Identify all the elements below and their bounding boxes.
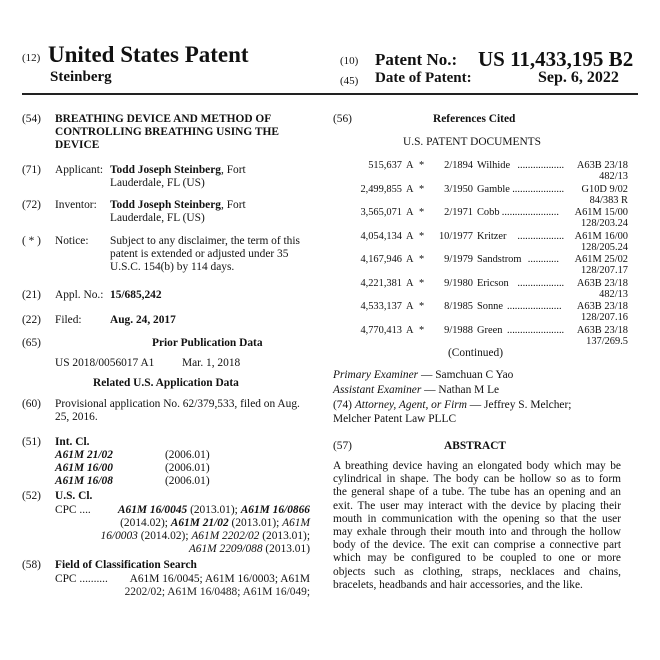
ref-star: * xyxy=(419,254,425,265)
ref-name: Gamble xyxy=(477,183,510,195)
related-heading: Related U.S. Application Data xyxy=(93,377,239,389)
cpc-line-3: 16/0003 (2014.02); A61M 2202/02 (2013.01); xyxy=(100,530,310,542)
intcl-code: (51) xyxy=(22,436,41,448)
continued: (Continued) xyxy=(448,347,504,359)
filed-date: Aug. 24, 2017 xyxy=(110,314,176,326)
refs-heading: References Cited xyxy=(433,113,516,125)
attorney: (74) Attorney, Agent, or Firm — Jeffrey S. Melcher; xyxy=(333,399,572,411)
prov-code: (60) xyxy=(22,398,41,410)
ref-date: 8/1985 xyxy=(444,301,473,312)
ref-cls: G10D 9/02 xyxy=(581,183,628,195)
abstract-line: the general shape of a tube. The tube has an opening and an xyxy=(333,486,621,499)
ref-kind: A xyxy=(406,230,414,242)
abstract-line: A breathing device having an elongated body which may be xyxy=(333,460,621,472)
prior-date: Mar. 1, 2018 xyxy=(182,357,241,369)
patent-no: US 11,433,195 B2 xyxy=(478,47,634,71)
uscl-label: U.S. Cl. xyxy=(55,490,93,502)
intcl-class: A61M 16/08 xyxy=(55,475,113,487)
ref-no: 4,770,413 xyxy=(360,324,402,336)
abstract-line: which may be configured to be coupled to one or more xyxy=(333,552,621,565)
ref-name: Cobb xyxy=(477,207,500,218)
abstract-line: mouth in communication with the opening so that the user xyxy=(333,512,621,525)
ref-no: 3,565,071 xyxy=(360,207,402,218)
ref-no: 515,637 xyxy=(368,160,402,171)
ref-no: 4,533,137 xyxy=(360,301,402,312)
ref-subclass: 128/205.24 xyxy=(580,241,628,253)
ref-name: Wilhide xyxy=(477,160,511,171)
field-label: Field of Classification Search xyxy=(55,559,197,571)
ref-star: * xyxy=(419,207,425,218)
patent-title: United States Patent xyxy=(48,42,249,67)
ref-subclass: 137/269.5 xyxy=(586,335,628,347)
ref-dots: ...................... xyxy=(501,207,559,218)
applicant: Todd Joseph Steinberg, Fort Lauderdale, FL (US) xyxy=(110,164,246,189)
ref-dots: .................. xyxy=(517,230,565,242)
ref-name: Ericson xyxy=(477,277,509,289)
ref-subclass: 84/383 R xyxy=(589,194,628,206)
ref-cls: A61M 16/00 xyxy=(574,230,628,242)
notice-label: Notice: xyxy=(55,235,89,247)
ref-cls: A61M 25/02 xyxy=(574,254,628,265)
assistant-examiner: Assistant Examiner — Nathan M Le xyxy=(333,384,500,396)
ref-subclass: 482/13 xyxy=(599,288,628,300)
code-12: (12) xyxy=(22,52,41,64)
abstract-text xyxy=(333,460,621,592)
ref-dots: ...................... xyxy=(507,324,565,336)
ref-no: 4,167,946 xyxy=(360,254,402,265)
ref-kind: A xyxy=(406,183,414,195)
ref-kind: A xyxy=(406,160,414,171)
code-45: (45) xyxy=(340,75,359,87)
attorney-firm: Melcher Patent Law PLLC xyxy=(333,413,457,425)
ref-cls: A61M 15/00 xyxy=(574,207,628,218)
inventor-surname: Steinberg xyxy=(50,69,112,85)
ref-subclass: 128/207.16 xyxy=(580,312,628,323)
applicant-code: (71) xyxy=(22,164,41,176)
abstract-heading: ABSTRACT xyxy=(444,440,507,452)
prior-heading: Prior Publication Data xyxy=(152,337,263,349)
ref-subclass: 482/13 xyxy=(599,171,628,182)
abstract-line: objects such as clothing, straps, necklaces and chains, xyxy=(333,565,621,578)
field-line-2: 2202/02; A61M 16/0488; A61M 16/049; xyxy=(124,586,310,598)
provisional: Provisional application No. 62/379,533, filed on Aug. 25, 2016. xyxy=(55,398,300,423)
intcl-year: (2006.01) xyxy=(165,475,210,487)
prior-code: (65) xyxy=(22,337,41,349)
notice-code: ( * ) xyxy=(22,235,41,247)
ref-star: * xyxy=(419,230,425,242)
intcl-year: (2006.01) xyxy=(165,449,210,461)
cpc-line-2: (2014.02); A61M 21/02 (2013.01); A61M xyxy=(120,517,310,529)
ref-cls: A63B 23/18 xyxy=(576,160,628,171)
ref-star: * xyxy=(419,324,425,336)
abstract-line: exit. The user may interact with the device by placing their xyxy=(333,499,621,512)
appl-no: 15/685,242 xyxy=(110,289,162,301)
inventor-label: Inventor: xyxy=(55,199,97,211)
ref-no: 4,221,381 xyxy=(360,277,402,289)
ref-cls: A63B 23/18 xyxy=(576,301,628,312)
header-divider xyxy=(22,93,638,95)
cpc-label: CPC .... xyxy=(55,504,91,516)
ref-cls: A63B 23/18 xyxy=(576,277,628,289)
notice-text: Subject to any disclaimer, the term of this patent is extended or adjusted under 35 U.S.C. 154(b) by 114 days. xyxy=(110,235,300,273)
ref-no: 4,054,134 xyxy=(360,230,402,242)
ref-date: 2/1894 xyxy=(444,160,473,171)
ref-name: Green xyxy=(477,324,503,336)
date-label: Date of Patent: xyxy=(375,70,472,86)
ref-star: * xyxy=(419,160,425,171)
ref-dots: .................... xyxy=(512,183,565,195)
filed-code: (22) xyxy=(22,314,41,326)
ref-no: 2,499,855 xyxy=(360,183,402,195)
field-line-1: A61M 16/0045; A61M 16/0003; A61M xyxy=(129,573,310,585)
code-10: (10) xyxy=(340,55,359,67)
ref-kind: A xyxy=(406,301,414,312)
ref-date: 3/1950 xyxy=(444,183,473,195)
ref-date: 9/1980 xyxy=(444,277,473,289)
cpc-line-4: A61M 2209/088 (2013.01) xyxy=(188,543,310,555)
prior-pub: US 2018/0056017 A1 xyxy=(55,357,155,369)
ref-kind: A xyxy=(406,207,414,218)
abstract-code: (57) xyxy=(333,440,352,452)
inventor-code: (72) xyxy=(22,199,41,211)
intcl-class: A61M 21/02 xyxy=(55,449,113,461)
patent-date: Sep. 6, 2022 xyxy=(538,69,619,86)
ref-date: 9/1979 xyxy=(444,254,473,265)
intcl-year: (2006.01) xyxy=(165,462,210,474)
ref-cls: A63B 23/18 xyxy=(576,324,628,336)
refs-sub: U.S. PATENT DOCUMENTS xyxy=(403,136,541,148)
ref-subclass: 128/203.24 xyxy=(580,218,628,229)
ref-name: Sonne xyxy=(477,301,503,312)
uscl-code: (52) xyxy=(22,490,41,502)
abstract-line: bracelets, headbands and hair accessories, and the like. xyxy=(333,578,583,591)
ref-dots: ..................... xyxy=(507,301,562,312)
inventor: Todd Joseph Steinberg, Fort Lauderdale, FL (US) xyxy=(110,199,246,224)
ref-star: * xyxy=(419,301,425,312)
ref-kind: A xyxy=(406,277,414,289)
ref-date: 2/1971 xyxy=(444,207,473,218)
appl-code: (21) xyxy=(22,289,41,301)
invention-title: BREATHING DEVICE AND METHOD OF CONTROLLING BREATHING USING THE DEVICE xyxy=(55,113,279,151)
patent-no-label: Patent No.: xyxy=(375,50,458,69)
primary-examiner: Primary Examiner — Samchuan C Yao xyxy=(333,369,514,381)
field-code: (58) xyxy=(22,559,41,571)
intcl-label: Int. Cl. xyxy=(55,436,90,448)
title-code: (54) xyxy=(22,113,41,125)
ref-date: 9/1988 xyxy=(444,324,473,336)
ref-dots: .................. xyxy=(517,160,565,171)
ref-star: * xyxy=(419,183,425,195)
ref-name: Sandstrom xyxy=(477,254,522,265)
ref-kind: A xyxy=(406,254,414,265)
ref-date: 10/1977 xyxy=(438,230,473,242)
filed-label: Filed: xyxy=(55,314,82,326)
intcl-class: A61M 16/00 xyxy=(55,462,113,474)
ref-dots: ............ xyxy=(527,254,559,265)
abstract-line: cylindrical in shape. The body can be hollow so as to form xyxy=(333,473,621,486)
appl-label: Appl. No.: xyxy=(55,289,104,301)
abstract-line: may exhale through their mouth into and through the hollow xyxy=(333,526,621,539)
ref-name: Kritzer xyxy=(477,230,507,242)
applicant-label: Applicant: xyxy=(55,164,104,176)
refs-code: (56) xyxy=(333,113,352,125)
ref-dots: .................. xyxy=(517,277,565,289)
ref-kind: A xyxy=(406,324,414,336)
abstract-line: body of the device. The exit can comprise a connective part xyxy=(333,539,621,552)
cpc-line-1: A61M 16/0045 (2013.01); A61M 16/0866 xyxy=(117,504,310,516)
field-cpc-label: CPC .......... xyxy=(55,573,108,585)
ref-star: * xyxy=(419,277,425,289)
ref-subclass: 128/207.17 xyxy=(580,265,628,276)
